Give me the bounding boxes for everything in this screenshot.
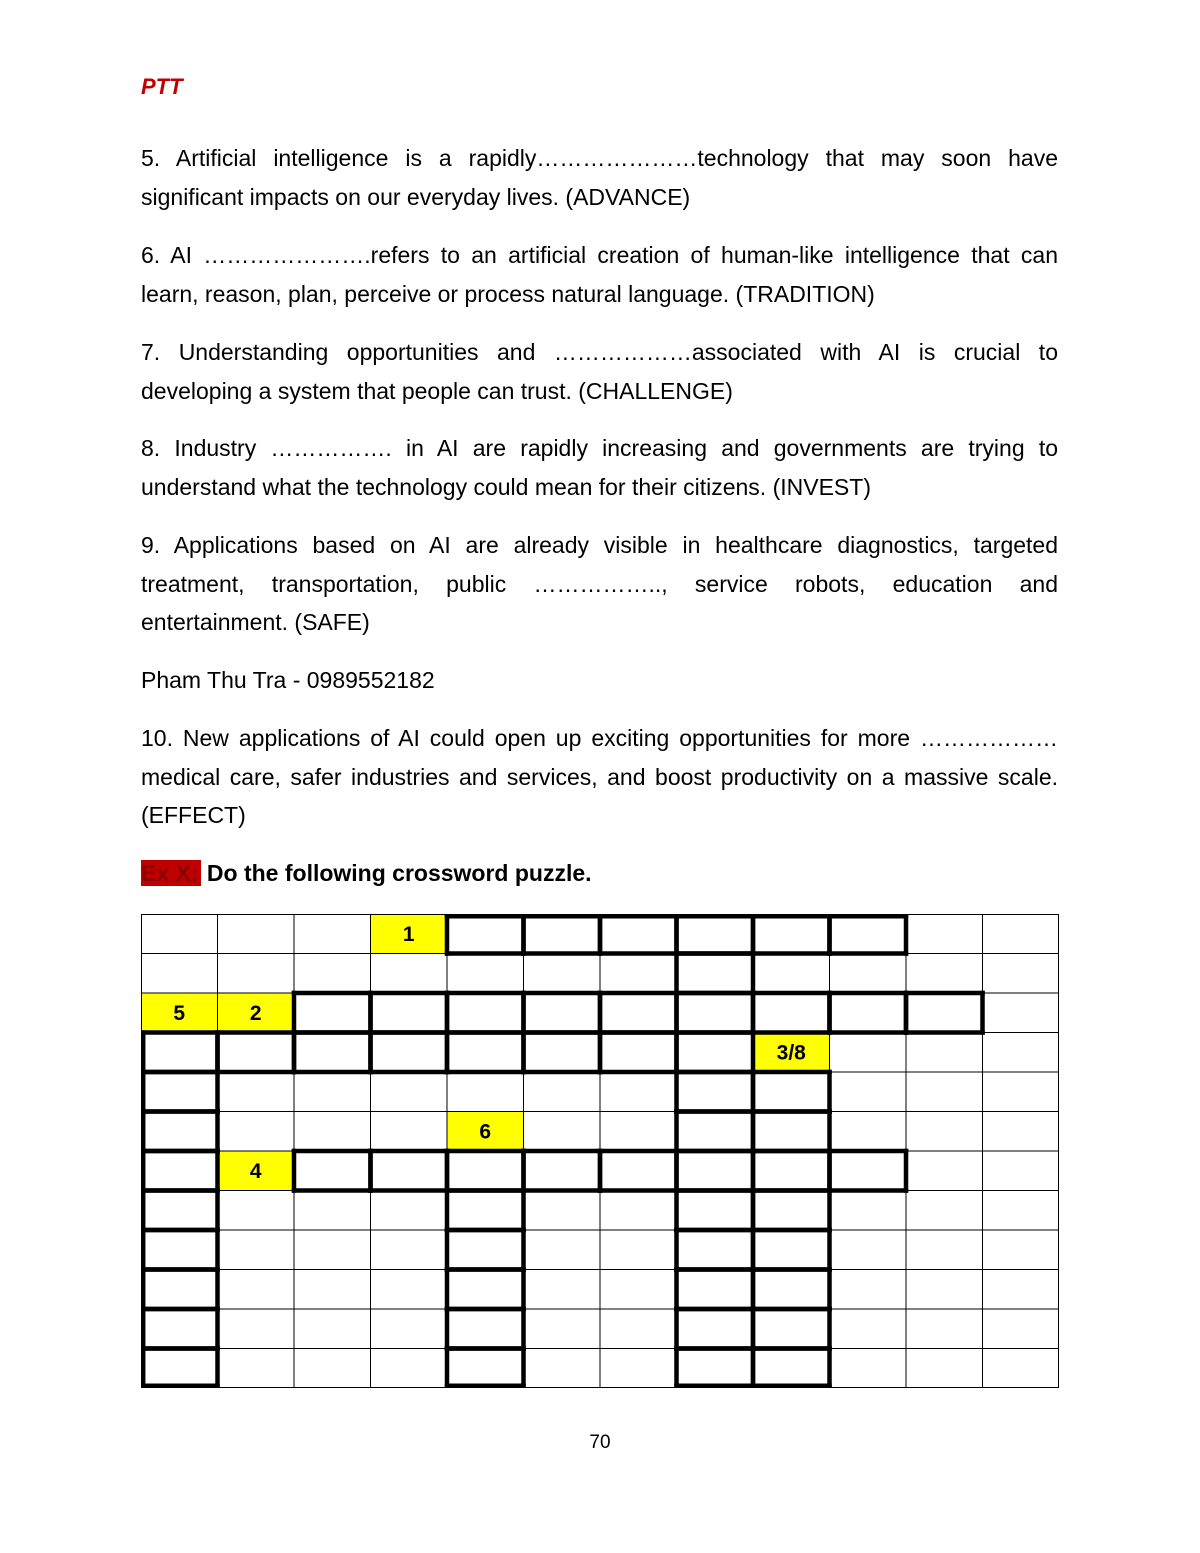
question-10: 10. New applications of AI could open up exciting opportunities for more ………………medical care, safer industries and services, and boost productivity on a massive scale. (EFFECT) [141,725,1058,828]
question-7: 7. Understanding opportunities and ………………associated with AI is crucial to developing a system that people can trust. (CHALLENGE) [141,339,1058,404]
author-contact: Pham Thu Tra - 0989552182 [141,667,435,693]
clue-number-label: 4 [249,1159,262,1183]
clue-number-label: 5 [173,1001,186,1025]
page-header: PTT [141,74,183,99]
exercise-instruction: Do the following crossword puzzle. [206,860,592,886]
page-number: 70 [589,1432,611,1453]
clue-number-label: 6 [479,1120,492,1144]
crossword-svg [141,914,1059,1388]
crossword-grid [141,914,1059,1388]
exercise-heading [141,860,592,887]
question-9: 9. Applications based on AI are already visible in healthcare diagnostics, targeted treatment, transportation, public …………….., service robots, education and entertainment. (SAFE) [141,532,1058,635]
question-6: 6. AI ………………….refers to an artificial creation of human-like intelligence that can learn, reason, plan, perceive or process natural language. (TRADITION) [141,242,1058,307]
clue-number-label: 1 [402,922,415,946]
question-8: 8. Industry ……………. in AI are rapidly increasing and governments are trying to understand what the technology could mean for their citizens. (INVEST) [141,435,1058,500]
question-5: 5. Artificial intelligence is a rapidly…………………technology that may soon have significant impacts on our everyday lives. (ADVANCE) [141,145,1058,210]
exercise-tag: Ex X: [141,860,199,886]
clue-number-label: 3/8 [776,1041,806,1065]
clue-number-label: 2 [249,1001,262,1025]
